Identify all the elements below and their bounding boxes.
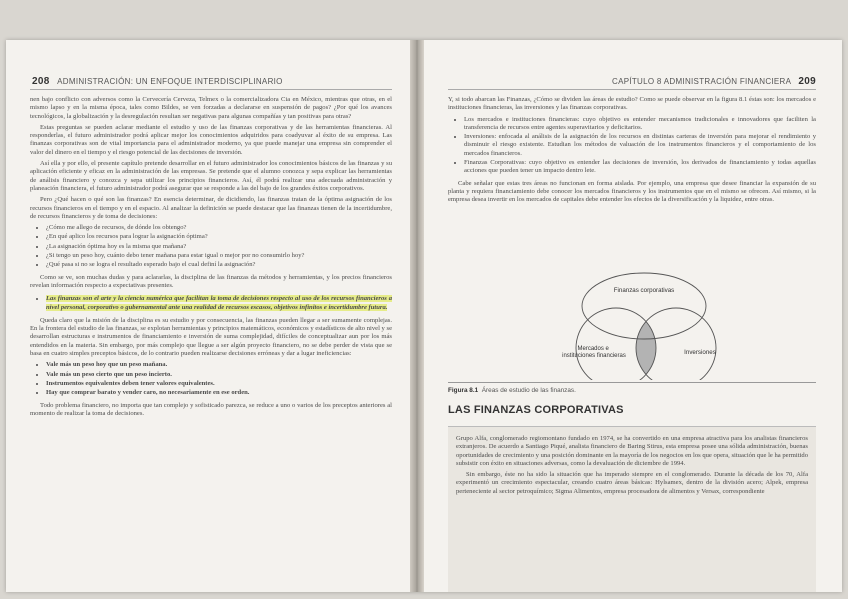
case-paragraph: Grupo Alfa, conglomerado regiomontano fundado en 1974, se ha convertido en una empresa atractiva para los analistas financieros extranjeros. De acuerdo a Santiago Piqué, analista financiero de Baring Stirus, esta empresa posee una sólida administración, buenas oportunidades de crecimiento y una posición dominante en la mayoría de los negocios en los que opera, situación que le ha permitido subsistir con éxito en situaciones adversas, como la devaluación de diciembre de 1994. <box>456 435 808 467</box>
book-spread <box>6 40 842 592</box>
left-running-head-text: ADMINISTRACIÓN: UN ENFOQUE INTERDISCIPLINARIO <box>57 77 283 86</box>
right-header-rule <box>448 89 816 90</box>
figure-caption <box>448 387 576 394</box>
areas-list <box>448 116 816 176</box>
venn-overlap-left-right <box>636 308 716 380</box>
left-paragraph: Queda claro que la misión de la disciplina es su estudio y por consecuencia, las finanzas pueden llegar a ser sumamente complejas. En la frontera del estudio de las finanzas, se explotan herramientas y principios matemáticos, económicos y estadísticos de alto nivel y se desarrollan estructuras e instrumentos de financiamiento e inversión de suma complejidad, difíciles de conceptualizar aun por los más entendidos en la materia. Sin embargo, por más complejo que llegue a ser algún proyecto financiero, no se debe perder de vista que se basa en cuatro simples preceptos básicos, de lo contrario pueden realizarse decisiones erróneas y dar a lugar ineficiencias: <box>30 316 392 358</box>
venn-label-left: Mercados e instituciones financieras <box>562 346 626 359</box>
right-running-head <box>612 76 816 87</box>
case-paragraph: Sin embargo, éste no ha sido la situación que ha imperado siempre en el conglomerado. Durante la década de los 70, Alfa experimentó un crecimiento espectacular, creando cuatro áreas básicas: Hylsamex, dentro de la división acero; Alpek, empresa perteneciente al sector petroquímico; Sigma Alimentos, empresa procesadora de alimentos y Versax, correspondiente <box>456 471 808 495</box>
venn-label-right: Inversiones <box>684 349 716 356</box>
precept-item: • Vale más un peso hoy que un peso mañana. <box>46 361 392 369</box>
area-item: • Finanzas Corporativas: cuyo objetivo es entender las decisiones de inversión, los derivados de financiamiento y todas aquellas acciones que pueden tener un impacto dentro lete. <box>464 159 816 176</box>
questions-list <box>30 224 392 269</box>
finance-definition <box>46 295 392 312</box>
book-gutter <box>410 40 424 592</box>
right-body <box>448 96 816 208</box>
precept-item: • Hay que comprar barato y vender caro, no necesariamente en ese orden. <box>46 389 392 397</box>
left-paragraph: nen bajo conflicto con adversos como la Cervecería Cerveza, Telmex o la comercializadora Cia en México, mientras que otras, en el mismo lapso y en la misma época, tales como Bildes, se ven forzadas a declararse en suspensión de pagos? ¿Por qué los avances tecnológicos, la globalización y la desregulación resultan ser negativas para algunas compañías y tan positivas para otras? <box>30 96 392 120</box>
question-item: • ¿En qué aplico los recursos para lograr la asignación óptima? <box>46 233 392 241</box>
figure-label: Figura 8.1 <box>448 387 479 394</box>
left-running-head <box>32 76 283 87</box>
right-page <box>424 40 842 592</box>
right-running-head-text: CAPÍTULO 8 ADMINISTRACIÓN FINANCIERA <box>612 77 791 86</box>
precept-item: • Vale más un peso cierto que un peso incierto. <box>46 371 392 379</box>
precept-item: • Instrumentos equivalentes deben tener valores equivalentes. <box>46 380 392 388</box>
case-box-text <box>456 435 808 499</box>
area-item: • Inversiones: enfocada al análisis de la asignación de los recursos en distintas carteras de inversión para mejorar el rendimiento y disminuir el riesgo existente. Estudian los métodos de valuación de los instrumentos financieros y el comportamiento de los mercados financieros. <box>464 133 816 158</box>
left-header-rule <box>30 89 392 90</box>
question-item: • ¿Cómo me allego de recursos, de dónde los obtengo? <box>46 224 392 232</box>
figure-rule <box>448 382 816 383</box>
question-item: • ¿La asignación óptima hoy es la misma que mañana? <box>46 243 392 251</box>
left-paragraph: Así ella y por ello, el presente capítulo pretende desarrollar en el futuro administrador los conocimientos básicos de las finanzas y su aplicación eficiente y eficaz en la administración de las empresas. Se pretende que el alumno conozca y sepa explicar las herramientas de análisis financiero y conozca y sepa utilizar los principios financieros. Así, él podrá realizar una adecuada administración y planeación financiera, el futuro administrador podrá asegurar que se responde a las del bajo de los grandes éxitos corporativos. <box>30 160 392 192</box>
left-page-number: 208 <box>32 76 50 87</box>
left-paragraph: Pero ¿Qué hacen o qué son las finanzas? En esencia determinar, de dicidiendo, las finanzas tratan de la óptima asignación de los recursos financieros en el tiempo y en el espacio. Al analizar la definición se puede destacar que las finanzas tienen de la incertidumbre, de recursos financieros y de toma de decisiones: <box>30 196 392 220</box>
case-box <box>448 426 816 592</box>
definition-list <box>30 295 392 312</box>
question-item: • ¿Si tengo un peso hoy, cuánto debo tener mañana para estar igual o mejor por no consumirlo hoy? <box>46 252 392 260</box>
left-body <box>30 96 392 421</box>
definition-highlight: Las finanzas son el arte y la ciencia numérica que facilitan la toma de decisiones respecto al uso de los recursos financieros a nivel personal, corporativo o gubernamental ante una realidad de recursos escasos, objetivos infinitos e incertidumbre futura. <box>46 295 392 311</box>
venn-label-top: Finanzas corporativas <box>613 287 675 294</box>
left-page <box>6 40 410 592</box>
section-title: LAS FINANZAS CORPORATIVAS <box>448 404 624 416</box>
precepts-list <box>30 361 392 397</box>
right-paragraph: Y, si todo abarcan las Finanzas, ¿Cómo se dividen las áreas de estudio? Como se puede observar en la figura 8.1 éstas son: los mercados e instituciones financieras, las inversiones y las finanzas corporativas. <box>448 96 816 112</box>
venn-diagram <box>544 268 744 380</box>
right-page-number: 209 <box>798 76 816 87</box>
question-item: • ¿Qué pasa si no se logra el resultado esperado bajo el cual definí la asignación? <box>46 261 392 269</box>
left-paragraph: Estas preguntas se pueden aclarar mediante el estudio y uso de las finanzas corporativas y de las herramientas financieras. Al responderlas, el futuro administrador podrá aplicar mejor los conocimientos adquiridos para coadyuvar al éxito de su empresa. Las finanzas corporativas son de vital importancia para el administrador moderno, ya que puede manejar una empresa sin comprender el valor del dinero en el tiempo y el riesgo potencial de las decisiones de inversión. <box>30 123 392 156</box>
right-paragraph: Cabe señalar que estas tres áreas no funcionan en forma aislada. Por ejemplo, una empresa que desee financiar la expansión de su planta y requiera financiamiento debe conocer los mercados financieros y los instrumentos que en el mismo se ofrecen. Así mismo, si la empresa desea invertir en los mercados de capitales debe entender los efectos de la diversificación y la liquidez, entre otras. <box>448 179 816 204</box>
figure-caption-text: Áreas de estudio de las finanzas. <box>481 387 576 394</box>
left-paragraph: Todo problema financiero, no importa que tan complejo y sofisticado parezca, se reduce a uno o varios de los preceptos anteriores al momento de realizar la toma de decisiones. <box>30 401 392 417</box>
area-item: • Los mercados e instituciones financieras: cuyo objetivo es entender mecanismos tradicionales e innovadores que faciliten la transferencia de recursos entre agentes superavitarios y deficitarios. <box>464 116 816 133</box>
left-paragraph: Como se ve, son muchas dudas y para aclararlas, la disciplina de las finanzas da métodos y herramientas, y los precios financieros revelan información respecto a expectativas presentes. <box>30 273 392 289</box>
